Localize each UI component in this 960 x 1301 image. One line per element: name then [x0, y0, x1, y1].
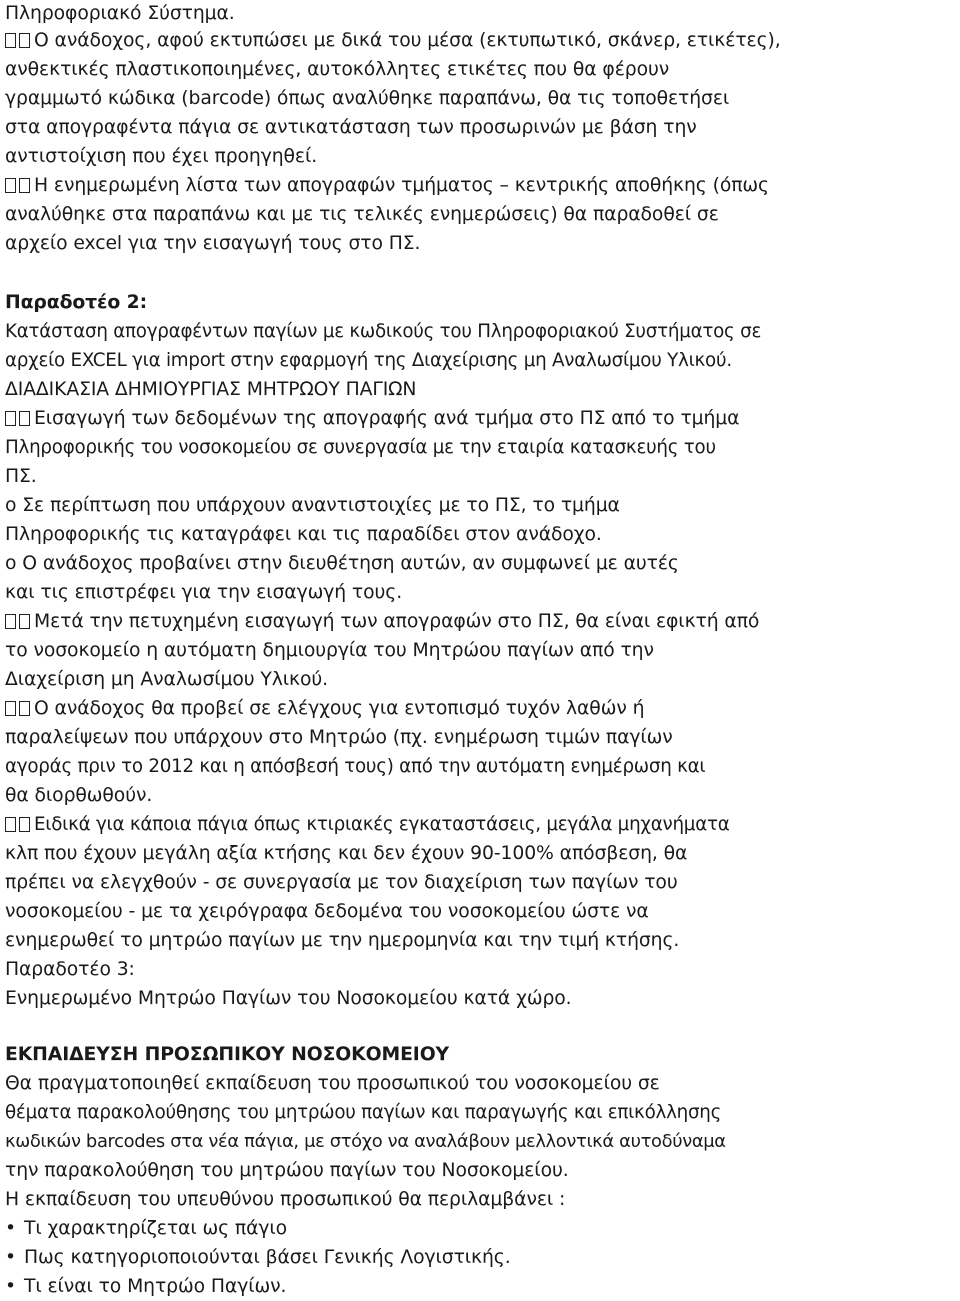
deliverable-3-heading: Παραδοτέο 3: — [5, 959, 135, 980]
text-line: και τις επιστρέφει για την εισαγωγή τους. — [5, 582, 403, 603]
text-line: νοσοκομείου - με τα χειρόγραφα δεδομένα του νοσοκομείου ώστε να — [5, 901, 649, 922]
bullet-icon: • — [5, 1276, 16, 1297]
text-line: Πληροφορικής τις καταγράφει και τις παραδίδει στον ανάδοχο. — [5, 524, 602, 545]
empty-box-icon — [5, 33, 16, 48]
bullet-item: • Τι χαρακτηρίζεται ως πάγιο — [5, 1214, 287, 1243]
text-line: Πληροφορικής του νοσοκομείου σε συνεργασία με την εταιρία κατασκευής του — [5, 437, 716, 458]
text-line: αρχείο EXCEL για import στην εφαρμογή της Διαχείρισης μη Αναλωσίμου Υλικού. — [5, 350, 732, 371]
empty-box-icon — [19, 614, 30, 629]
text-line: το νοσοκομείο η αυτόματη δημιουργία του Μητρώου παγίων από την — [5, 640, 654, 661]
text-line: θα διορθωθούν. — [5, 785, 153, 806]
empty-box-icon — [19, 33, 30, 48]
text-line: θέματα παρακολούθησης του μητρώου παγίων και παραγωγής και επικόλλησης — [5, 1102, 722, 1123]
text-line: Κατάσταση απογραφέντων παγίων με κωδικούς του Πληροφοριακού Συστήματος σε — [5, 321, 762, 342]
text-line: Η εκπαίδευση του υπευθύνου προσωπικού θα περιλαμβάνει : — [5, 1189, 566, 1210]
empty-box-icon — [19, 701, 30, 716]
bullet-item: • Τι είναι το Μητρώο Παγίων. — [5, 1272, 286, 1301]
text-line: ανθεκτικές πλαστικοποιημένες, αυτοκόλλητες ετικέτες που θα φέρουν — [5, 59, 670, 80]
procedure-heading: ΔΙΑΔΙΚΑΣΙΑ ΔΗΜΙΟΥΡΓΙΑΣ ΜΗΤΡΩΟΥ ΠΑΓΙΩΝ — [5, 379, 417, 400]
text-line: Διαχείριση μη Αναλωσίμου Υλικού. — [5, 669, 329, 690]
empty-box-icon — [5, 411, 16, 426]
empty-box-icon — [19, 178, 30, 193]
training-heading: ΕΚΠΑΙΔΕΥΣΗ ΠΡΟΣΩΠΙΚΟΥ ΝΟΣΟΚΟΜΕΙΟΥ — [5, 1044, 450, 1065]
text-line: αναλύθηκε στα παραπάνω και με τις τελικές ενημερώσεις) θα παραδοθεί σε — [5, 204, 719, 225]
text-line: Ενημερωμένο Μητρώο Παγίων του Νοσοκομείου κατά χώρο. — [5, 988, 572, 1009]
checkbox-line: Εισαγωγή των δεδομένων της απογραφής ανά τμήμα στο ΠΣ από το τμήμα — [5, 404, 739, 433]
text-line: Πληροφοριακό Σύστημα. — [5, 3, 235, 24]
checkbox-line: Ειδικά για κάποια πάγια όπως κτιριακές εγκαταστάσεις, μεγάλα μηχανήματα — [5, 810, 730, 839]
empty-box-icon — [19, 817, 30, 832]
text-line: πρέπει να ελεγχθούν - σε συνεργασία με τον διαχείριση των παγίων του — [5, 872, 678, 893]
empty-box-icon — [5, 614, 16, 629]
checkbox-line: Ο ανάδοχος θα προβεί σε ελέγχους για εντοπισμό τυχόν λαθών ή — [5, 694, 644, 723]
text-line: γραμμωτό κώδικα (barcode) όπως αναλύθηκε παραπάνω, θα τις τοποθετήσει — [5, 88, 730, 109]
sub-item-line: o Ο ανάδοχος προβαίνει στην διευθέτηση αυτών, αν συμφωνεί με αυτές — [5, 553, 679, 574]
text-line: αντιστοίχιση που έχει προηγηθεί. — [5, 146, 318, 167]
text-line: την παρακολούθηση του μητρώου παγίων του Νοσοκομείου. — [5, 1160, 569, 1181]
empty-box-icon — [5, 178, 16, 193]
text-line: αρχείο excel για την εισαγωγή τους στο ΠΣ. — [5, 233, 421, 254]
empty-box-icon — [5, 701, 16, 716]
text-line: στα απογραφέντα πάγια σε αντικατάσταση των προσωρινών με βάση την — [5, 117, 697, 138]
sub-item-line: o Σε περίπτωση που υπάρχουν αναντιστοιχίες με το ΠΣ, το τμήμα — [5, 495, 620, 516]
text-line: κωδικών barcodes στα νέα πάγια, με στόχο να αναλάβουν μελλοντικά αυτοδύναμα — [5, 1131, 726, 1152]
text-line: ενημερωθεί το μητρώο παγίων με την ημερομηνία και την τιμή κτήσης. — [5, 930, 680, 951]
empty-box-icon — [19, 411, 30, 426]
bullet-icon: • — [5, 1218, 16, 1239]
text-line: Θα πραγματοποιηθεί εκπαίδευση του προσωπικού του νοσοκομείου σε — [5, 1073, 660, 1094]
text-line: παραλείψεων που υπάρχουν στο Μητρώο (πχ. ενημέρωση τιμών παγίων — [5, 727, 673, 748]
bullet-icon: • — [5, 1247, 16, 1268]
deliverable-2-heading: Παραδοτέο 2: — [5, 292, 148, 313]
checkbox-line: Ο ανάδοχος, αφού εκτυπώσει με δικά του μέσα (εκτυπωτικό, σκάνερ, ετικέτες), — [5, 26, 781, 55]
checkbox-line: Μετά την πετυχημένη εισαγωγή των απογραφών στο ΠΣ, θα είναι εφικτή από — [5, 607, 759, 636]
text-line: ΠΣ. — [5, 466, 37, 487]
empty-box-icon — [5, 817, 16, 832]
text-line: κλπ που έχουν μεγάλη αξία κτήσης και δεν έχουν 90-100% απόσβεση, θα — [5, 843, 688, 864]
bullet-item: • Πως κατηγοριοποιούνται βάσει Γενικής Λογιστικής. — [5, 1243, 511, 1272]
checkbox-line: Η ενημερωμένη λίστα των απογραφών τμήματος – κεντρικής αποθήκης (όπως — [5, 171, 769, 200]
text-line: αγοράς πριν το 2012 και η απόσβεσή τους) από την αυτόματη ενημέρωση και — [5, 756, 706, 777]
